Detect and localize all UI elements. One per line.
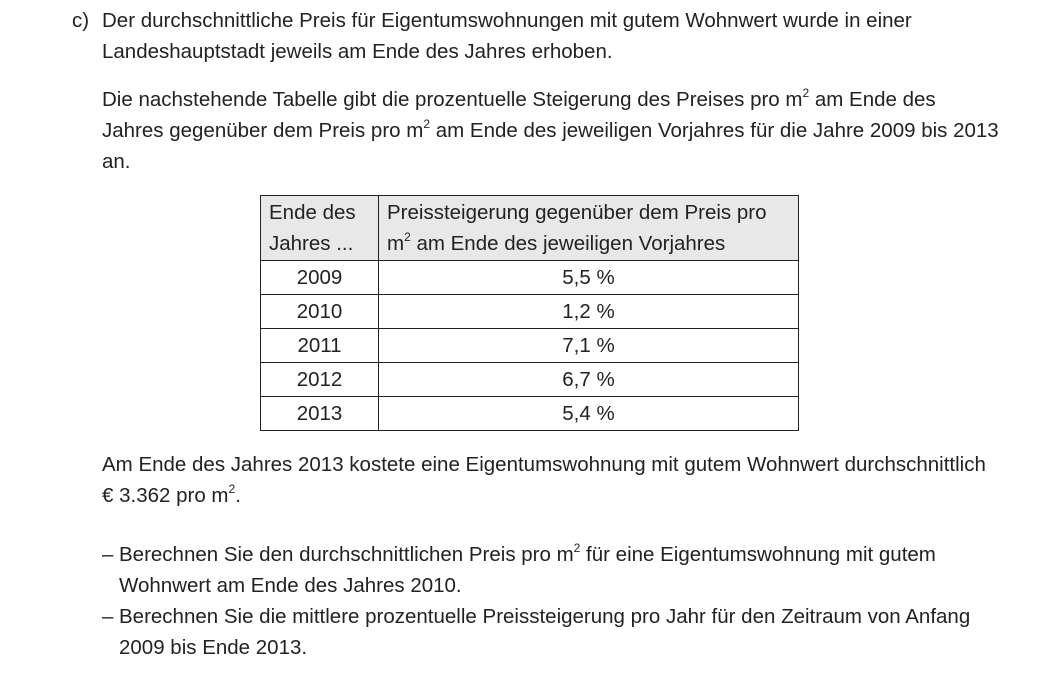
subtask-text-1: Berechnen Sie die mittlere prozentuelle Preissteigerung pro Jahr für den Zeitraum von Anfang 2009 bis Ende 2013. — [119, 605, 971, 659]
subtask-text-1: Berechnen Sie den durchschnittlichen Preis pro m — [119, 543, 574, 566]
cell-year: 2009 — [261, 261, 379, 295]
table-header-row — [261, 196, 799, 261]
subtask-text-2: für eine Eigentumswohnung mit gutem Wohnwert am Ende des Jahres 2010. — [119, 543, 936, 597]
table-desc-text-1: Die nachstehende Tabelle gibt die prozentuelle Steigerung des Preises pro m — [102, 88, 803, 111]
header-increase — [379, 196, 799, 261]
dash-bullet: – — [102, 605, 114, 628]
price-text-2: . — [235, 484, 241, 507]
superscript-2: 2 — [802, 86, 810, 101]
cell-increase: 6,7 % — [379, 363, 799, 397]
superscript-2: 2 — [423, 117, 431, 132]
price-paragraph — [102, 449, 1002, 511]
cell-increase: 5,5 % — [379, 261, 799, 295]
header-increase-text-1: Preissteigerung gegenüber dem Preis pro m — [387, 201, 767, 255]
table-desc-text-3: am Ende des jeweiligen Vorjahres für die Jahre 2009 bis 2013 an. — [102, 119, 999, 173]
table-row — [261, 329, 799, 363]
task-content — [102, 5, 1002, 663]
cell-year: 2011 — [261, 329, 379, 363]
table-row — [261, 363, 799, 397]
dash-bullet: – — [102, 543, 114, 566]
table-desc-text-2: am Ende des Jahres gegenüber dem Preis pro m — [102, 88, 936, 142]
task-label: c) — [72, 9, 90, 32]
cell-increase: 7,1 % — [379, 329, 799, 363]
superscript-2: 2 — [404, 230, 411, 245]
intro-paragraph: Der durchschnittliche Preis für Eigentumswohnungen mit gutem Wohnwert wurde in einer Landeshauptstadt jeweils am Ende des Jahres erhoben. — [102, 9, 912, 63]
subtask-list — [102, 539, 1002, 663]
cell-increase: 1,2 % — [379, 295, 799, 329]
list-item — [102, 601, 1002, 663]
table-row — [261, 295, 799, 329]
cell-year: 2010 — [261, 295, 379, 329]
superscript-2: 2 — [228, 482, 236, 497]
superscript-2: 2 — [573, 541, 581, 556]
cell-year: 2013 — [261, 397, 379, 431]
task-c — [72, 5, 1002, 663]
price-increase-table — [260, 195, 799, 431]
header-increase-text-2: am Ende des jeweiligen Vorjahres — [410, 232, 726, 255]
price-text-1: Am Ende des Jahres 2013 kostete eine Eigentumswohnung mit gutem Wohnwert durchschnittlich € 3.362 pro m — [102, 453, 986, 507]
table-description-paragraph — [102, 84, 1002, 177]
cell-increase: 5,4 % — [379, 397, 799, 431]
table-row — [261, 261, 799, 295]
header-year: Ende des Jahres ... — [261, 196, 379, 261]
table-row — [261, 397, 799, 431]
cell-year: 2012 — [261, 363, 379, 397]
list-item — [102, 539, 1002, 601]
